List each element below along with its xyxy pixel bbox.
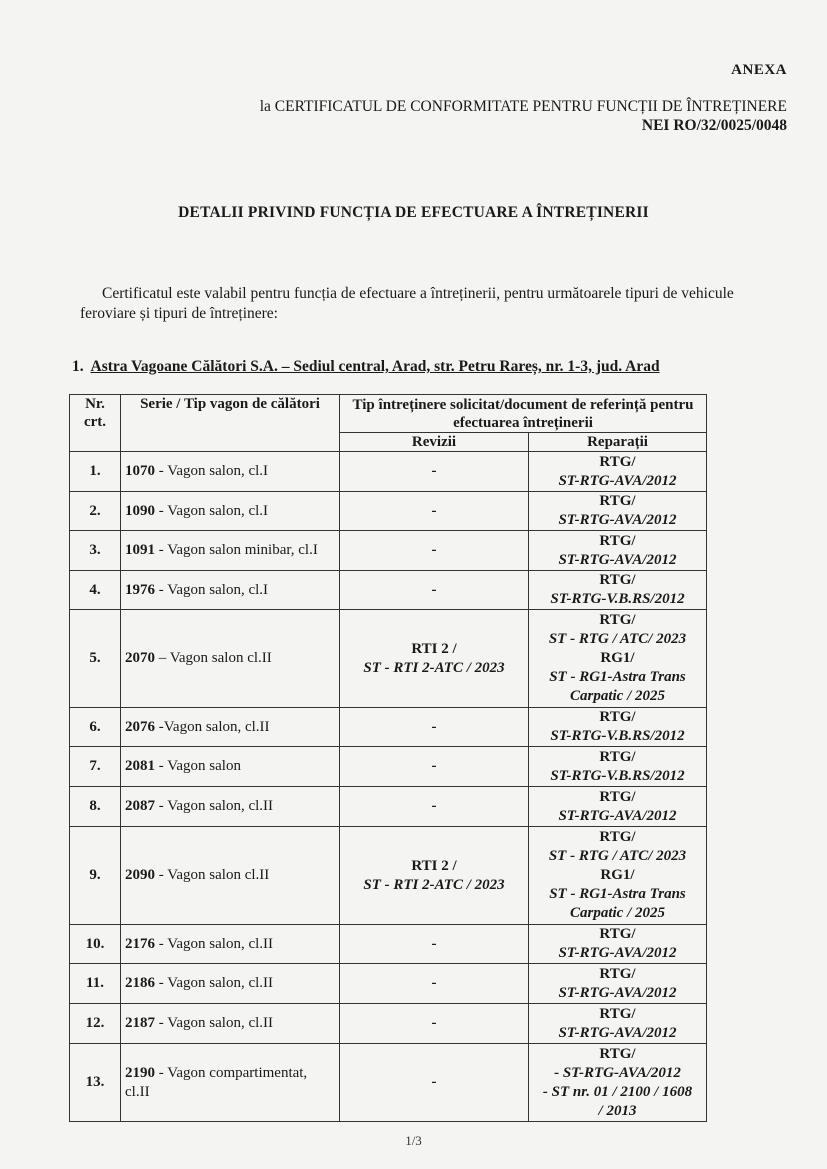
row-serie [121,708,340,747]
header-serie: Serie / Tip vagon de călători [121,395,340,452]
table-row [70,1044,707,1122]
row-serie [121,1044,340,1122]
wagon-type: - Vagon compartimentat, cl.II [125,1064,308,1100]
wagon-type: - Vagon salon, cl.I [155,463,269,479]
wagon-type: - Vagon salon, cl.I [155,581,269,598]
row-serie [121,1004,340,1044]
revizie-type: - [431,1074,437,1090]
row-revizii [340,531,529,571]
row-revizii [340,1044,529,1122]
table-row [70,531,707,571]
reparatie-type: RTG/ [599,709,636,725]
reparatie-document: - ST nr. 01 / 2100 / 1608 [542,1083,693,1100]
reparatie-type: RTG/ [599,1045,636,1062]
wagon-type: - Vagon salon, cl.II [155,798,274,814]
revizie-type: RTI 2 / [411,857,457,874]
wagon-code: 2090 [125,867,155,883]
table-row [70,827,707,925]
row-reparatii [529,571,707,610]
revizie-document: ST - RTI 2-ATC / 2023 [363,876,505,893]
revizie-type: - [431,975,437,991]
wagon-code: 1070 [125,463,155,479]
row-revizii [340,925,529,964]
reparatie-type: RTG/ [599,926,636,942]
row-number: 10. [70,925,121,964]
row-number: 13. [70,1044,121,1122]
reparatie-type: RTG/ [599,1005,636,1022]
wagon-code: 2076 [125,718,155,735]
row-number: 12. [70,1004,121,1044]
revizie-type: - [431,542,437,558]
wagon-type: - Vagon salon minibar, cl.I [155,542,318,558]
section-text: Astra Vagoane Călători S.A. – Sediul central, Arad, str. Petru Rareș, nr. 1-3, jud. Arad [90,358,660,375]
row-reparatii [529,492,707,531]
reparatie-type: RTG/ [599,572,636,588]
row-reparatii [529,1044,707,1122]
table-row [70,708,707,747]
revizie-type: - [431,502,437,519]
table-row [70,452,707,492]
revizie-type: - [431,935,437,952]
reparatie-document: / 2013 [598,1102,637,1119]
reparatie-document: ST-RTG-AVA/2012 [558,512,677,528]
intro-paragraph [80,284,790,324]
row-revizii [340,452,529,492]
row-revizii [340,827,529,925]
row-serie [121,925,340,964]
maintenance-table [69,394,707,1122]
reparatie-document: ST - RTG / ATC/ 2023 [548,631,687,647]
reparatie-document: ST-RTG-AVA/2012 [558,807,677,824]
row-reparatii [529,747,707,787]
page-number: 1/3 [405,1133,422,1148]
revizie-document: ST - RTI 2-ATC / 2023 [363,659,505,676]
intro-line-1: Certificatul este valabil pentru funcția de efectuare a întreținerii, pentru următoarele tipuri de vehicule [102,285,734,302]
row-number: 3. [70,531,121,571]
row-revizii [340,492,529,531]
table-row [70,925,707,964]
row-number: 2. [70,492,121,531]
reparatie-document: Carpatic / 2025 [569,688,665,704]
table-row [70,747,707,787]
reparatie-type: RTG/ [599,965,636,982]
reparatie-type: RTG/ [599,532,636,549]
table-row [70,571,707,610]
reparatie-document: ST - RTG / ATC/ 2023 [548,848,687,864]
reparatie-type: RTG/ [599,612,636,628]
row-reparatii [529,531,707,571]
table-body [70,452,707,1122]
row-reparatii [529,708,707,747]
reparatie-document: ST-RTG-V.B.RS/2012 [550,728,685,744]
certificate-title: la CERTIFICATUL DE CONFORMITATE PENTRU FUNCȚII DE ÎNTREȚINERE [259,98,787,115]
table-row [70,610,707,708]
row-revizii [340,708,529,747]
page-title: DETALII PRIVIND FUNCȚIA DE EFECTUARE A ÎNTREȚINERII [178,204,649,221]
row-number: 8. [70,787,121,827]
wagon-code: 2190 [125,1064,155,1081]
revizie-type: - [431,798,437,814]
wagon-type: – Vagon salon cl.II [155,650,272,666]
wagon-code: 2087 [125,798,155,814]
row-reparatii [529,827,707,925]
revizie-type: - [431,463,437,479]
reparatie-type: RTG/ [599,453,636,470]
row-number: 9. [70,827,121,925]
row-number: 6. [70,708,121,747]
section-heading [72,358,660,376]
row-reparatii [529,610,707,708]
reparatie-type: RTG/ [599,748,636,765]
reparatie-document: ST - RG1-Astra Trans [549,886,686,902]
row-serie [121,492,340,531]
wagon-code: 1090 [125,502,155,519]
row-revizii [340,1004,529,1044]
header-revizii: Revizii [340,433,529,452]
row-serie [121,827,340,925]
row-serie [121,531,340,571]
table-row [70,492,707,531]
wagon-type: - Vagon salon [155,758,241,774]
header-tip: Tip întreținere solicitat/document de referință pentru efectuarea întreținerii [340,395,707,433]
wagon-code: 2070 [125,650,155,666]
reparatie-type: RG1/ [600,650,635,666]
row-number: 1. [70,452,121,492]
row-revizii [340,964,529,1004]
row-number: 5. [70,610,121,708]
row-reparatii [529,452,707,492]
wagon-type: - Vagon salon, cl.I [155,502,269,519]
wagon-type: -Vagon salon, cl.II [155,718,270,735]
row-serie [121,964,340,1004]
row-revizii [340,610,529,708]
section-number: 1. [72,358,84,375]
table-row [70,964,707,1004]
revizie-type: - [431,758,437,774]
intro-line-2: feroviare și tipuri de întreținere: [80,305,278,322]
reparatie-document: ST-RTG-AVA/2012 [558,551,677,568]
table-row [70,787,707,827]
reparatie-document: ST-RTG-V.B.RS/2012 [550,767,685,784]
wagon-code: 2187 [125,1015,155,1031]
row-serie [121,747,340,787]
row-number: 11. [70,964,121,1004]
row-reparatii [529,925,707,964]
wagon-type: - Vagon salon, cl.II [155,935,274,952]
row-reparatii [529,1004,707,1044]
header-nr: Nr. crt. [70,395,121,452]
row-serie [121,787,340,827]
wagon-type: - Vagon salon, cl.II [155,975,274,991]
reparatie-document: ST-RTG-AVA/2012 [558,1024,677,1041]
reparatie-document: - ST-RTG-AVA/2012 [554,1064,681,1081]
row-revizii [340,747,529,787]
row-serie [121,610,340,708]
reparatie-document: ST-RTG-AVA/2012 [558,945,677,961]
row-number: 7. [70,747,121,787]
row-revizii [340,571,529,610]
wagon-type: - Vagon salon cl.II [155,867,270,883]
revizie-type: - [431,581,437,598]
reparatie-type: RG1/ [600,867,635,883]
wagon-code: 2186 [125,975,155,991]
certificate-heading [260,97,787,135]
reparatie-document: ST - RG1-Astra Trans [549,669,686,685]
reparatie-type: RTG/ [599,493,636,509]
certificate-number: NEI RO/32/0025/0048 [641,117,787,134]
reparatie-document: Carpatic / 2025 [569,905,665,921]
revizie-type: - [431,1015,437,1031]
wagon-code: 2081 [125,758,155,774]
wagon-code: 2176 [125,935,155,952]
wagon-type: - Vagon salon, cl.II [155,1015,274,1031]
reparatie-document: ST-RTG-AVA/2012 [558,472,677,489]
table-row [70,1004,707,1044]
reparatie-type: RTG/ [599,788,636,805]
header-reparatii: Reparații [529,433,707,452]
reparatie-type: RTG/ [599,829,636,845]
row-reparatii [529,964,707,1004]
row-serie [121,571,340,610]
annex-label: ANEXA [731,62,787,78]
revizie-type: RTI 2 / [411,640,457,657]
reparatie-document: ST-RTG-AVA/2012 [558,984,677,1001]
reparatie-document: ST-RTG-V.B.RS/2012 [550,591,685,607]
row-revizii [340,787,529,827]
wagon-code: 1976 [125,581,155,598]
wagon-code: 1091 [125,542,155,558]
revizie-type: - [431,718,437,735]
row-serie [121,452,340,492]
row-reparatii [529,787,707,827]
row-number: 4. [70,571,121,610]
